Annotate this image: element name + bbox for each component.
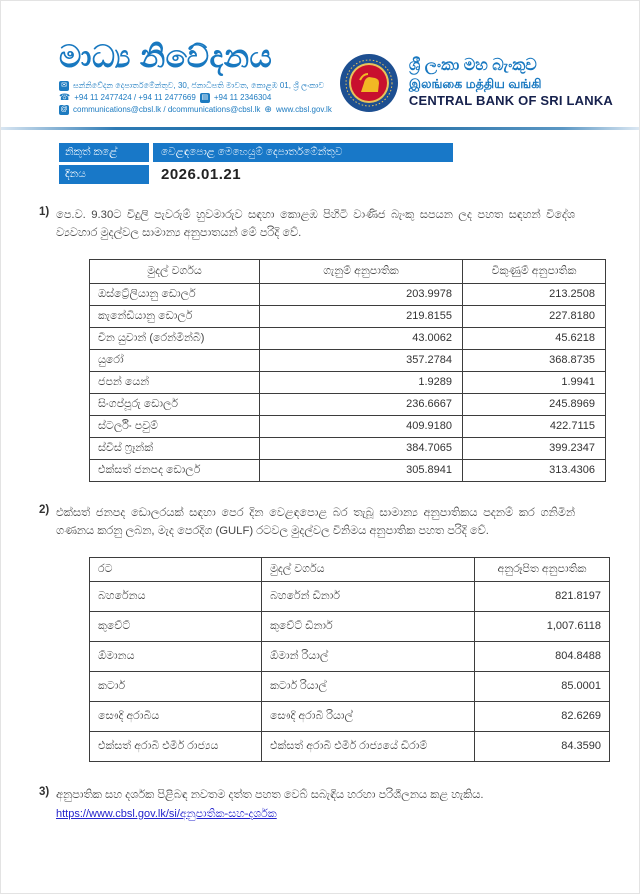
table-row xyxy=(90,731,610,761)
rates-link-line xyxy=(56,808,575,821)
currency-name-cell: සිංගප්පූරු ඩොලර් xyxy=(90,393,260,415)
meta-block xyxy=(59,143,639,184)
buying-rate-cell: 357.2784 xyxy=(260,349,463,371)
currency-name-cell: කුවේට් ඩිනාර් xyxy=(262,611,475,641)
country-cell: කුවේට් xyxy=(90,611,262,641)
page-title: මාධ්‍ය නිවේදනය xyxy=(59,39,273,74)
buying-rate-cell: 384.7065 xyxy=(260,437,463,459)
paragraph-2 xyxy=(39,504,575,540)
currency-name-cell: එක්සත් ජනපද ඩොලර් xyxy=(90,459,260,481)
currency-name-cell: සෞදි අරාබි රියාල් xyxy=(262,701,475,731)
currency-name-cell: යුරෝ xyxy=(90,349,260,371)
letterhead xyxy=(1,1,639,117)
table-row xyxy=(90,327,606,349)
table-row xyxy=(90,371,606,393)
buying-rate-header: ගැනුම් අනුපාතික xyxy=(260,259,463,283)
selling-rate-cell: 227.8180 xyxy=(463,305,606,327)
currency-name-cell: කටාර් රියාල් xyxy=(262,671,475,701)
paragraph-3-number: 3) xyxy=(39,785,50,798)
country-cell: බහරේනය xyxy=(90,581,262,611)
corresponding-rate-cell: 804.8488 xyxy=(475,641,610,671)
paragraph-3 xyxy=(39,786,575,804)
exchange-rates-table-wrap xyxy=(89,259,639,482)
table-row xyxy=(90,437,606,459)
corresponding-rate-cell: 1,007.6118 xyxy=(475,611,610,641)
table-row xyxy=(90,611,610,641)
selling-rate-header: විකුණුම් අනුපාතික xyxy=(463,259,606,283)
paragraph-1-number: 1) xyxy=(39,205,50,218)
gulf-rates-table-wrap xyxy=(89,557,639,762)
table-row xyxy=(90,459,606,481)
email-line xyxy=(59,105,332,115)
paragraph-1-text: පෙ.ව. 9.30ට විදුලි පැවරුම් හුවමාරුව සඳහා කොළඹ පිහිටි වාණිජ බැංකු සපයන ලද පහත සඳහන් විදේශ ව්‍යවහාර මුදල්වල සාමාන්‍ය අනුපාතයන් මේ පරිදි වේ. xyxy=(56,208,575,239)
selling-rate-cell: 1.9941 xyxy=(463,371,606,393)
bank-name-sinhala: ශ්‍රී ලංකා මහ බැංකුව xyxy=(408,56,537,74)
buying-rate-cell: 219.8155 xyxy=(260,305,463,327)
currency-type-header: මුදල් වර්ගය xyxy=(262,557,475,581)
buying-rate-cell: 43.0062 xyxy=(260,327,463,349)
currency-name-cell: ජපන් යෙන් xyxy=(90,371,260,393)
selling-rate-cell: 313.4306 xyxy=(463,459,606,481)
currency-name-cell: එක්සත් අරාබි එමීර් රාජ්‍යයේ ඩිරාම් xyxy=(262,731,475,761)
bank-name-english: CENTRAL BANK OF SRI LANKA xyxy=(408,92,613,108)
address-line xyxy=(59,81,332,91)
gulf-rates-table-body xyxy=(90,581,610,761)
table-row xyxy=(90,641,610,671)
table-header-row xyxy=(90,259,606,283)
corresponding-rate-cell: 821.8197 xyxy=(475,581,610,611)
corresponding-rate-header: අනුරූපිත අනුපාතික xyxy=(475,557,610,581)
table-row xyxy=(90,393,606,415)
date-label: දිනය xyxy=(59,165,149,184)
buying-rate-cell: 203.9978 xyxy=(260,283,463,305)
selling-rate-cell: 45.6218 xyxy=(463,327,606,349)
currency-name-cell: බහරේන් ඩිනාර් xyxy=(262,581,475,611)
country-header: රට xyxy=(90,557,262,581)
table-row xyxy=(90,283,606,305)
rates-link[interactable]: https://www.cbsl.gov.lk/si/අනුපාතික-සහ-දර්ශක xyxy=(56,807,277,820)
phone-numbers: +94 11 2477424 / +94 11 2477669 xyxy=(74,93,196,103)
corresponding-rate-cell: 82.6269 xyxy=(475,701,610,731)
selling-rate-cell: 422.7115 xyxy=(463,415,606,437)
selling-rate-cell: 399.2347 xyxy=(463,437,606,459)
country-cell: කටාර් xyxy=(90,671,262,701)
issued-by-label: නිකුත් කළේ xyxy=(59,143,149,162)
paragraph-3-text: අනුපාතික සහ දර්ශක පිළිබඳ නවතම දත්ත පහත වෙබ් සබැඳිය හරහා පරිශීලනය කළ හැකිය. xyxy=(56,788,484,801)
currency-name-cell: ඔස්ට්‍රේලියානු ඩොලර් xyxy=(90,283,260,305)
buying-rate-cell: 1.9289 xyxy=(260,371,463,393)
country-cell: ඕමානය xyxy=(90,641,262,671)
issued-by-value: වෙළඳපොළ මෙහෙයුම් දෙපාර්තමේන්තුව xyxy=(153,143,453,162)
issued-by-row xyxy=(59,143,639,162)
email-addresses: communications@cbsl.lk / dcommunications@cbsl.lk xyxy=(73,105,261,115)
currency-name-cell: ඕමාන් රියාල් xyxy=(262,641,475,671)
phone-icon: ☎ xyxy=(59,92,71,103)
table-row xyxy=(90,349,606,371)
table-row xyxy=(90,701,610,731)
cbsl-logo-icon xyxy=(339,53,399,113)
fax-number: +94 11 2346304 xyxy=(213,93,272,103)
email-icon: @ xyxy=(60,106,68,114)
header-divider xyxy=(1,127,639,130)
corresponding-rate-cell: 84.3590 xyxy=(475,731,610,761)
date-value: 2026.01.21 xyxy=(161,165,242,183)
corresponding-rate-cell: 85.0001 xyxy=(475,671,610,701)
currency-name-cell: චීන යුවාන් (රෙන්මින්බි) xyxy=(90,327,260,349)
table-row xyxy=(90,671,610,701)
currency-name-cell: ස්විස් ෆ්‍රෑන්ක් xyxy=(90,437,260,459)
address-text: සන්නිවේදන දෙපාර්තමේන්තුව, 30, ජනාධිපති මාවත, කොළඹ 01, ශ්‍රී ලංකාව xyxy=(73,80,325,90)
currency-name-cell: කැනේඩියානු ඩොලර් xyxy=(90,305,260,327)
selling-rate-cell: 213.2508 xyxy=(463,283,606,305)
website-text: www.cbsl.gov.lk xyxy=(275,105,332,115)
buying-rate-cell: 305.8941 xyxy=(260,459,463,481)
phone-line xyxy=(59,93,332,103)
globe-icon: ⊕ xyxy=(264,104,272,115)
exchange-rates-table-body xyxy=(90,283,606,481)
country-cell: එක්සත් අරාබි එමීර් රාජ්‍යය xyxy=(90,731,262,761)
paragraph-2-text: එක්සත් ජනපද ඩොලරයක් සඳහා පෙර දින වෙළඳපොළ බර තැබූ සාමාන්‍ය අනුපාතිකය පදනම් කර ගනිමින් ගණනය කරනු ලබන, මැද පෙරදිග (GULF) රටවල මුදල්වල විනිමය අනුපාතික පහත පරිදි වේ. xyxy=(56,506,575,537)
gulf-rates-table xyxy=(89,557,610,762)
envelope-icon: ✉ xyxy=(59,81,69,91)
selling-rate-cell: 368.8735 xyxy=(463,349,606,371)
fax-icon: ▤ xyxy=(201,94,209,102)
buying-rate-cell: 409.9180 xyxy=(260,415,463,437)
table-row xyxy=(90,305,606,327)
paragraph-2-number: 2) xyxy=(39,503,50,516)
table-header-row xyxy=(90,557,610,581)
exchange-rates-table xyxy=(89,259,606,482)
selling-rate-cell: 245.8969 xyxy=(463,393,606,415)
paragraph-1 xyxy=(39,206,575,242)
table-row xyxy=(90,415,606,437)
currency-name-cell: ස්ටර්ලිං පවුම් xyxy=(90,415,260,437)
currency-type-header: මුදල් වර්ගය xyxy=(90,259,260,283)
table-row xyxy=(90,581,610,611)
date-row xyxy=(59,165,639,184)
buying-rate-cell: 236.6667 xyxy=(260,393,463,415)
country-cell: සෞදි අරාබිය xyxy=(90,701,262,731)
bank-name-tamil: இலங்கை மத்திய வங்கி xyxy=(408,76,542,91)
